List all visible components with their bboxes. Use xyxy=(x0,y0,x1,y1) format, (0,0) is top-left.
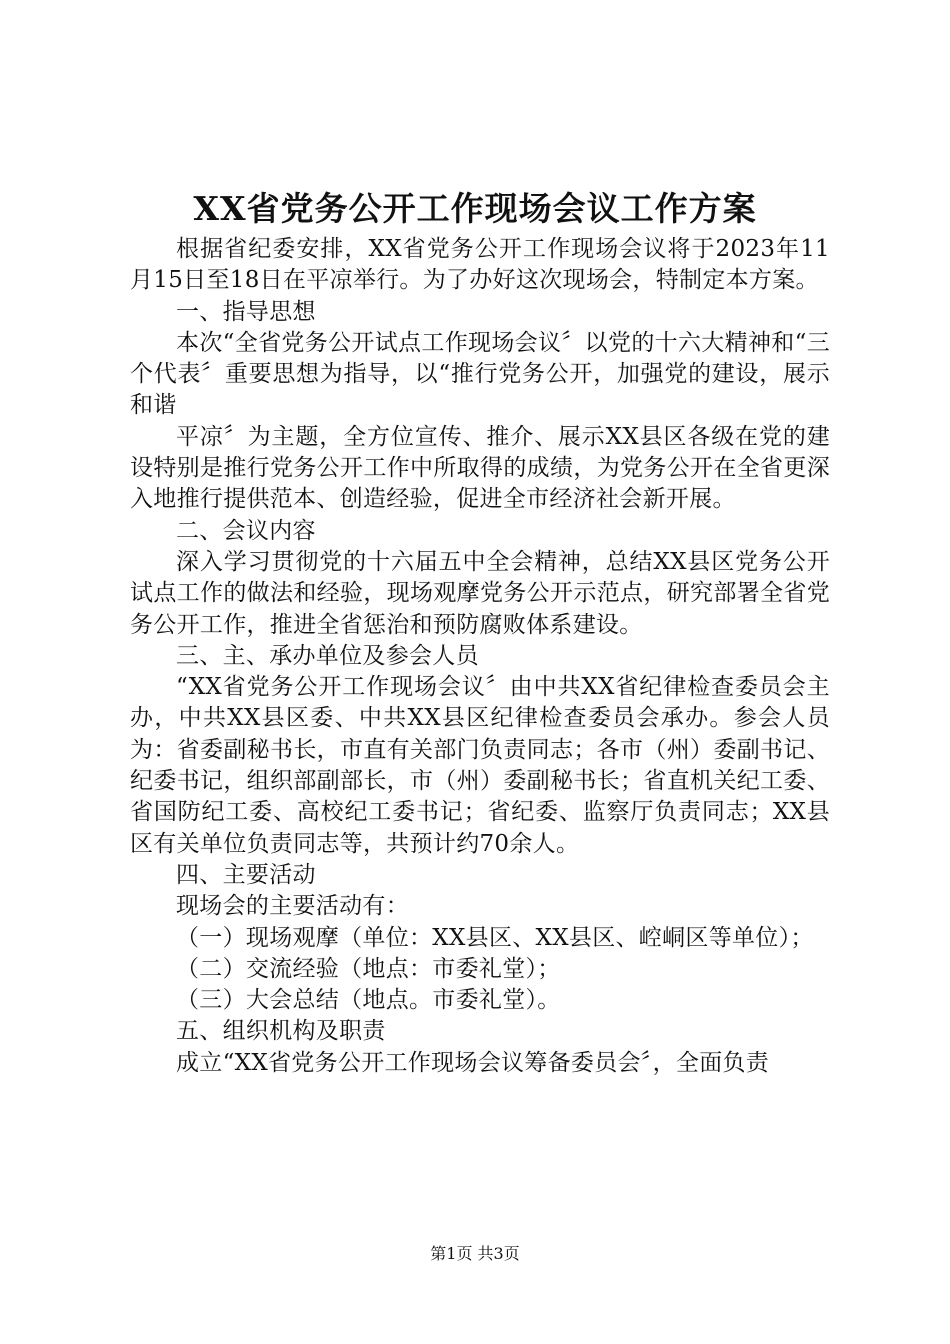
activity-item-2: （二）交流经验（地点：市委礼堂）； xyxy=(176,955,561,982)
paragraph-organizers: “XX省党务公开工作现场会议〞由中共XX省纪律检查委员会主办，中共XX县区委、中共XX县区纪律检查委员会承办。参会人员为：省委副秘书长，市直有关部门负责同志；各市（州）委副书记、纪委书记，组织部副部长，市（州）委副秘书长；省直机关纪工委、省国防纪工委、高校纪工委书记；省纪委、监察厅负责同志；XX县区有关单位负责同志等，共预计约70余人。 xyxy=(130,674,830,857)
activity-item-3: （三）大会总结（地点。市委礼堂）。 xyxy=(176,987,561,1014)
section-heading-1: 一、指导思想 xyxy=(176,298,316,325)
section-heading-5: 五、组织机构及职责 xyxy=(176,1018,386,1045)
paragraph-intro: 根据省纪委安排，XX省党务公开工作现场会议将于2023年11月15日至18日在平凉举行。为了办好这次现场会，特制定本方案。 xyxy=(130,236,830,294)
paragraph-committee: 成立“XX省党务公开工作现场会议筹备委员会〞，全面负责 xyxy=(176,1049,770,1076)
paragraph-guiding-1: 本次“全省党务公开试点工作现场会议〞以党的十六大精神和“三个代表〞重要思想为指导，以“推行党务公开，加强党的建设，展示和谐 xyxy=(130,329,830,419)
document-title: XX省党务公开工作现场会议工作方案 xyxy=(193,189,757,228)
document-body xyxy=(130,234,830,1079)
paragraph-guiding-2: 平凉〞为主题，全方位宣传、推介、展示XX县区各级在党的建设特别是推行党务公开工作中所取得的成绩，为党务公开在全省更深入地推行提供范本、创造经验，促进全市经济社会新开展。 xyxy=(130,423,830,513)
activity-item-1: （一）现场观摩（单位：XX县区、XX县区、崆峒区等单位）； xyxy=(176,924,814,951)
paragraph-meeting-content: 深入学习贯彻党的十六届五中全会精神，总结XX县区党务公开试点工作的做法和经验，现场观摩党务公开示范点，研究部署全省党务公开工作，推进全省惩治和预防腐败体系建设。 xyxy=(130,548,830,638)
section-heading-2: 二、会议内容 xyxy=(176,517,316,544)
section-heading-3: 三、主、承办单位及参会人员 xyxy=(176,642,479,669)
paragraph-activities-intro: 现场会的主要活动有： xyxy=(176,893,409,920)
page-footer: 第1页 共3页 xyxy=(430,1244,520,1263)
section-heading-4: 四、主要活动 xyxy=(176,861,316,888)
